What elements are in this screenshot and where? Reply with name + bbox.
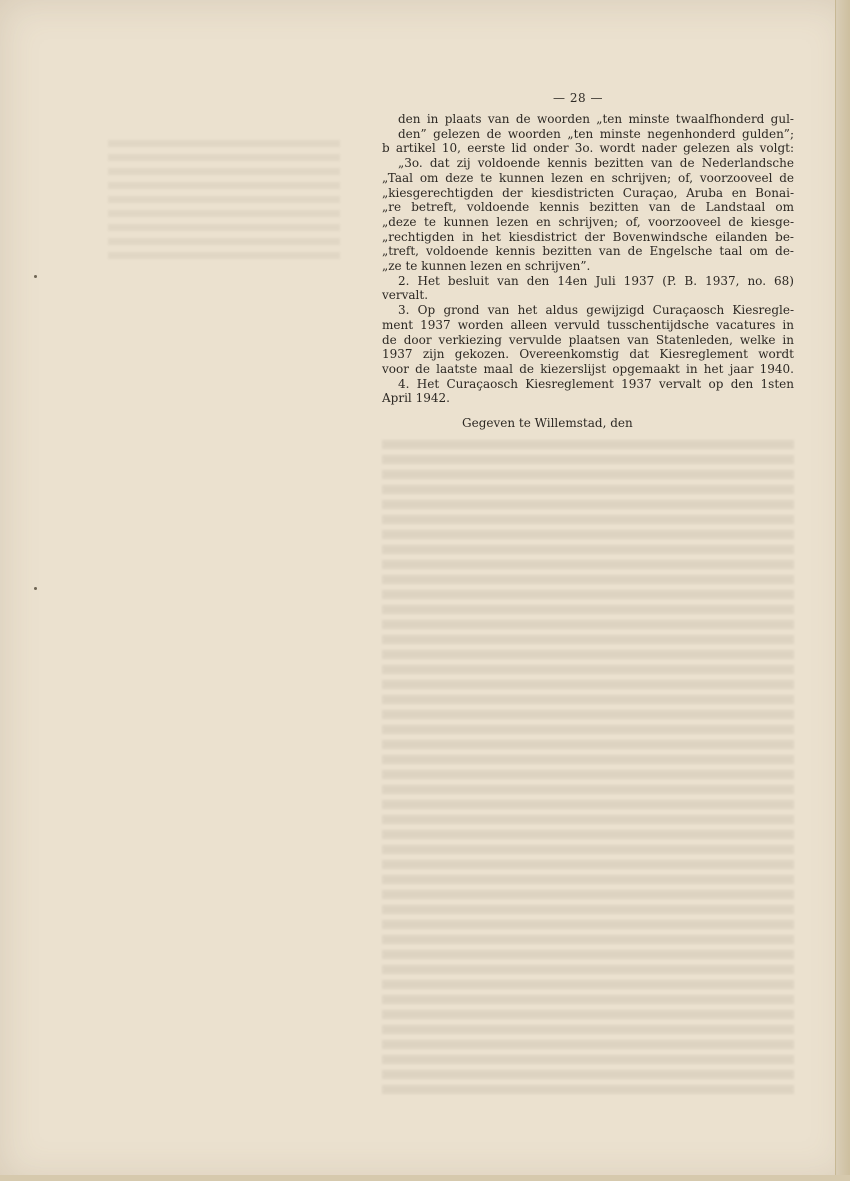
text-line: den in plaats van de woorden „ten minste twaalfhonderd gul- [398, 112, 794, 126]
closing-line: Gegeven te Willemstad, den [462, 416, 633, 431]
text-line: April 1942. [382, 391, 450, 406]
text-line: „3o. dat zij voldoende kennis bezitten van de Nederlandsche [398, 156, 794, 171]
page-number: — 28 — [553, 91, 603, 105]
text-line: 3. Op grond van het aldus gewijzigd Curaçaosch Kiesregle- [398, 303, 794, 318]
text-line: „re betreft, voldoende kennis bezitten van de Landstaal om [382, 200, 794, 215]
bleed-through-body-block [382, 440, 794, 1100]
text-line: ment 1937 worden alleen vervuld tusschentijdsche vacatures in [382, 317, 794, 332]
text-line: „treft, voldoende kennis bezitten van de Engelsche taal om de- [382, 244, 794, 259]
body-text [382, 112, 794, 431]
text-line: b artikel 10, eerste lid onder 3o. wordt nader gelezen als volgt: [382, 141, 794, 156]
text-line: 4. Het Curaçaosch Kiesreglement 1937 vervalt op den 1sten [398, 376, 794, 391]
text-line: vervalt. [382, 288, 429, 303]
text-line: den” gelezen de woorden „ten minste negenhonderd gulden”; [398, 126, 794, 141]
text-line: „kiesgerechtigden der kiesdistricten Curaçao, Aruba en Bonai- [382, 185, 794, 200]
text-line: 2. Het besluit van den 14en Juli 1937 (P. B. 1937, no. 68) [398, 273, 794, 288]
text-line: „Taal om deze te kunnen lezen en schrijven; of, voorzooveel de [382, 170, 794, 185]
closing-spacer [382, 406, 794, 416]
text-line: „deze te kunnen lezen en schrijven; of, voorzooveel de kiesge- [382, 214, 794, 229]
margin-dot [34, 587, 37, 590]
margin-dot [34, 275, 37, 278]
text-line: „ze te kunnen lezen en schrijven”. [382, 259, 591, 274]
text-line: 1937 zijn gekozen. Overeenkomstig dat Kiesreglement wordt [382, 347, 794, 362]
bleed-through-left-block [108, 140, 340, 260]
text-line: voor de laatste maal de kiezerslijst opgemaakt in het jaar 1940. [382, 361, 794, 376]
text-line: de door verkiezing vervulde plaatsen van Statenleden, welke in [382, 332, 794, 347]
text-line: „rechtigden in het kiesdistrict der Bovenwindsche eilanden be- [382, 229, 794, 244]
page-edge-right [835, 0, 850, 1181]
page-edge-bottom [0, 1175, 850, 1181]
